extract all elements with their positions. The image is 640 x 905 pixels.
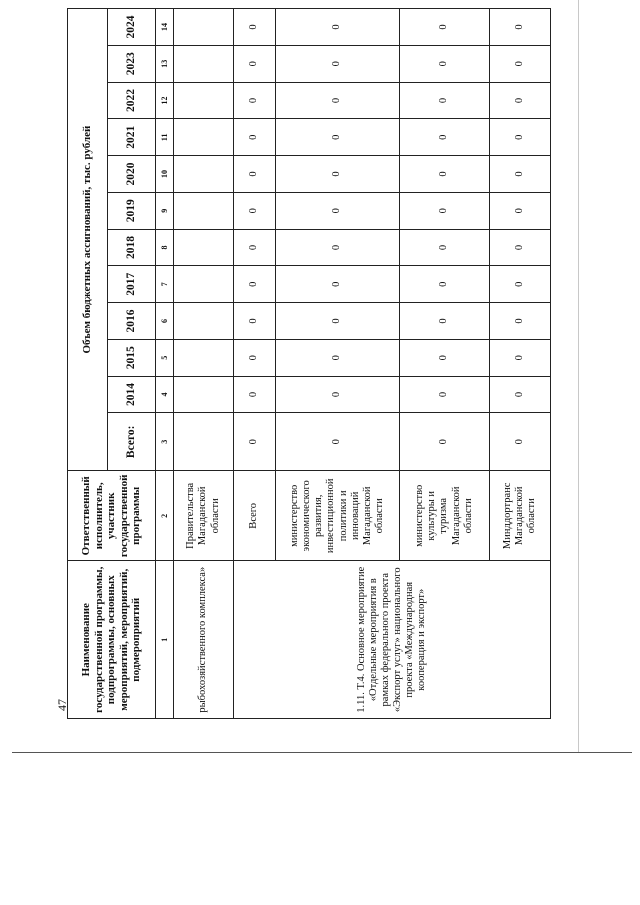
column-number: 11 [156,119,174,156]
row-value: 0 [490,303,551,340]
row-executor: министерство культуры и туризма Магаданской области [400,471,490,561]
page-separator [12,752,632,753]
header-year: 2019 [108,192,156,229]
row-value: 0 [276,45,400,82]
row-value: 0 [276,9,400,46]
row-value: 0 [234,82,276,119]
header-year: 2018 [108,229,156,266]
row-value: 0 [400,339,490,376]
column-number: 7 [156,266,174,303]
row-value: 0 [490,229,551,266]
row-value: 0 [234,229,276,266]
column-number: 10 [156,156,174,193]
row-value: 0 [234,156,276,193]
row-value [174,339,234,376]
row-value [174,9,234,46]
column-number: 3 [156,413,174,471]
row-value-total: 0 [234,413,276,471]
row-value: 0 [400,45,490,82]
row-value: 0 [234,192,276,229]
rotated-page [55,8,550,719]
header-total: Всего: [108,413,156,471]
row-value: 0 [490,119,551,156]
row-value [174,229,234,266]
row-value-total: 0 [400,413,490,471]
row-value [174,119,234,156]
row-value: 0 [276,266,400,303]
header-year: 2014 [108,376,156,413]
row-value: 0 [276,192,400,229]
row-value: 0 [490,266,551,303]
row-name: 1.11. Т.4. Основное мероприятие «Отдельные мероприятия в рамках федерального проекта «Экспорт услуг» национального проекта «Международная кооперация и экспорт» [234,561,551,719]
header-year: 2016 [108,303,156,340]
column-number: 8 [156,229,174,266]
row-value: 0 [234,303,276,340]
header-year: 2020 [108,156,156,193]
row-value: 0 [490,82,551,119]
row-value: 0 [400,376,490,413]
row-executor: Правительства Магаданской области [174,471,234,561]
table-row [234,9,276,719]
row-executor: Минддортранс Магаданской области [490,471,551,561]
column-number: 1 [156,561,174,719]
row-value: 0 [276,229,400,266]
row-value: 0 [234,266,276,303]
page-edge-line [578,0,579,752]
row-value-total: 0 [490,413,551,471]
row-value: 0 [490,192,551,229]
row-value: 0 [276,376,400,413]
row-value [174,303,234,340]
column-number-row [156,9,174,719]
header-name: Наименование государственной программы, подпрограммы, основных мероприятий, мероприятий, подмероприятий [68,561,156,719]
header-year: 2017 [108,266,156,303]
row-value: 0 [400,156,490,193]
row-executor: министерство экономического развития, инвестиционной политики и инноваций Магаданской области [276,471,400,561]
column-number: 2 [156,471,174,561]
row-value [174,82,234,119]
column-number: 12 [156,82,174,119]
row-value: 0 [400,82,490,119]
table-row [174,9,234,719]
row-value: 0 [234,9,276,46]
column-number: 4 [156,376,174,413]
header-year: 2023 [108,45,156,82]
row-value: 0 [276,339,400,376]
row-name: рыбохозяйственного комплекса» [174,561,234,719]
row-value [174,45,234,82]
header-year: 2024 [108,9,156,46]
header-year: 2015 [108,339,156,376]
budget-table [67,8,551,719]
row-value [174,376,234,413]
row-value-total: 0 [276,413,400,471]
row-value: 0 [400,266,490,303]
row-value [174,266,234,303]
row-value: 0 [400,303,490,340]
row-value: 0 [490,339,551,376]
row-value: 0 [234,339,276,376]
row-value: 0 [400,192,490,229]
header-row-group [68,9,108,719]
column-number: 5 [156,339,174,376]
row-value: 0 [276,119,400,156]
row-value: 0 [490,45,551,82]
row-value: 0 [490,9,551,46]
row-value: 0 [400,119,490,156]
row-value: 0 [400,9,490,46]
page-number: 47 [55,699,69,711]
column-number: 9 [156,192,174,229]
column-number: 6 [156,303,174,340]
header-year: 2022 [108,82,156,119]
header-budget: Объем бюджетных ассигнований, тыс. рублей [68,9,108,471]
row-value: 0 [234,376,276,413]
header-year: 2021 [108,119,156,156]
column-number: 13 [156,45,174,82]
column-number: 14 [156,9,174,46]
row-executor: Всего [234,471,276,561]
header-executor: Ответственный исполнитель, участник государственной программы [68,471,156,561]
row-value [174,192,234,229]
row-value: 0 [276,82,400,119]
row-value: 0 [276,303,400,340]
row-value: 0 [276,156,400,193]
row-value: 0 [234,45,276,82]
row-value-total [174,413,234,471]
row-value: 0 [490,376,551,413]
row-value: 0 [400,229,490,266]
row-value [174,156,234,193]
row-value: 0 [234,119,276,156]
row-value: 0 [490,156,551,193]
